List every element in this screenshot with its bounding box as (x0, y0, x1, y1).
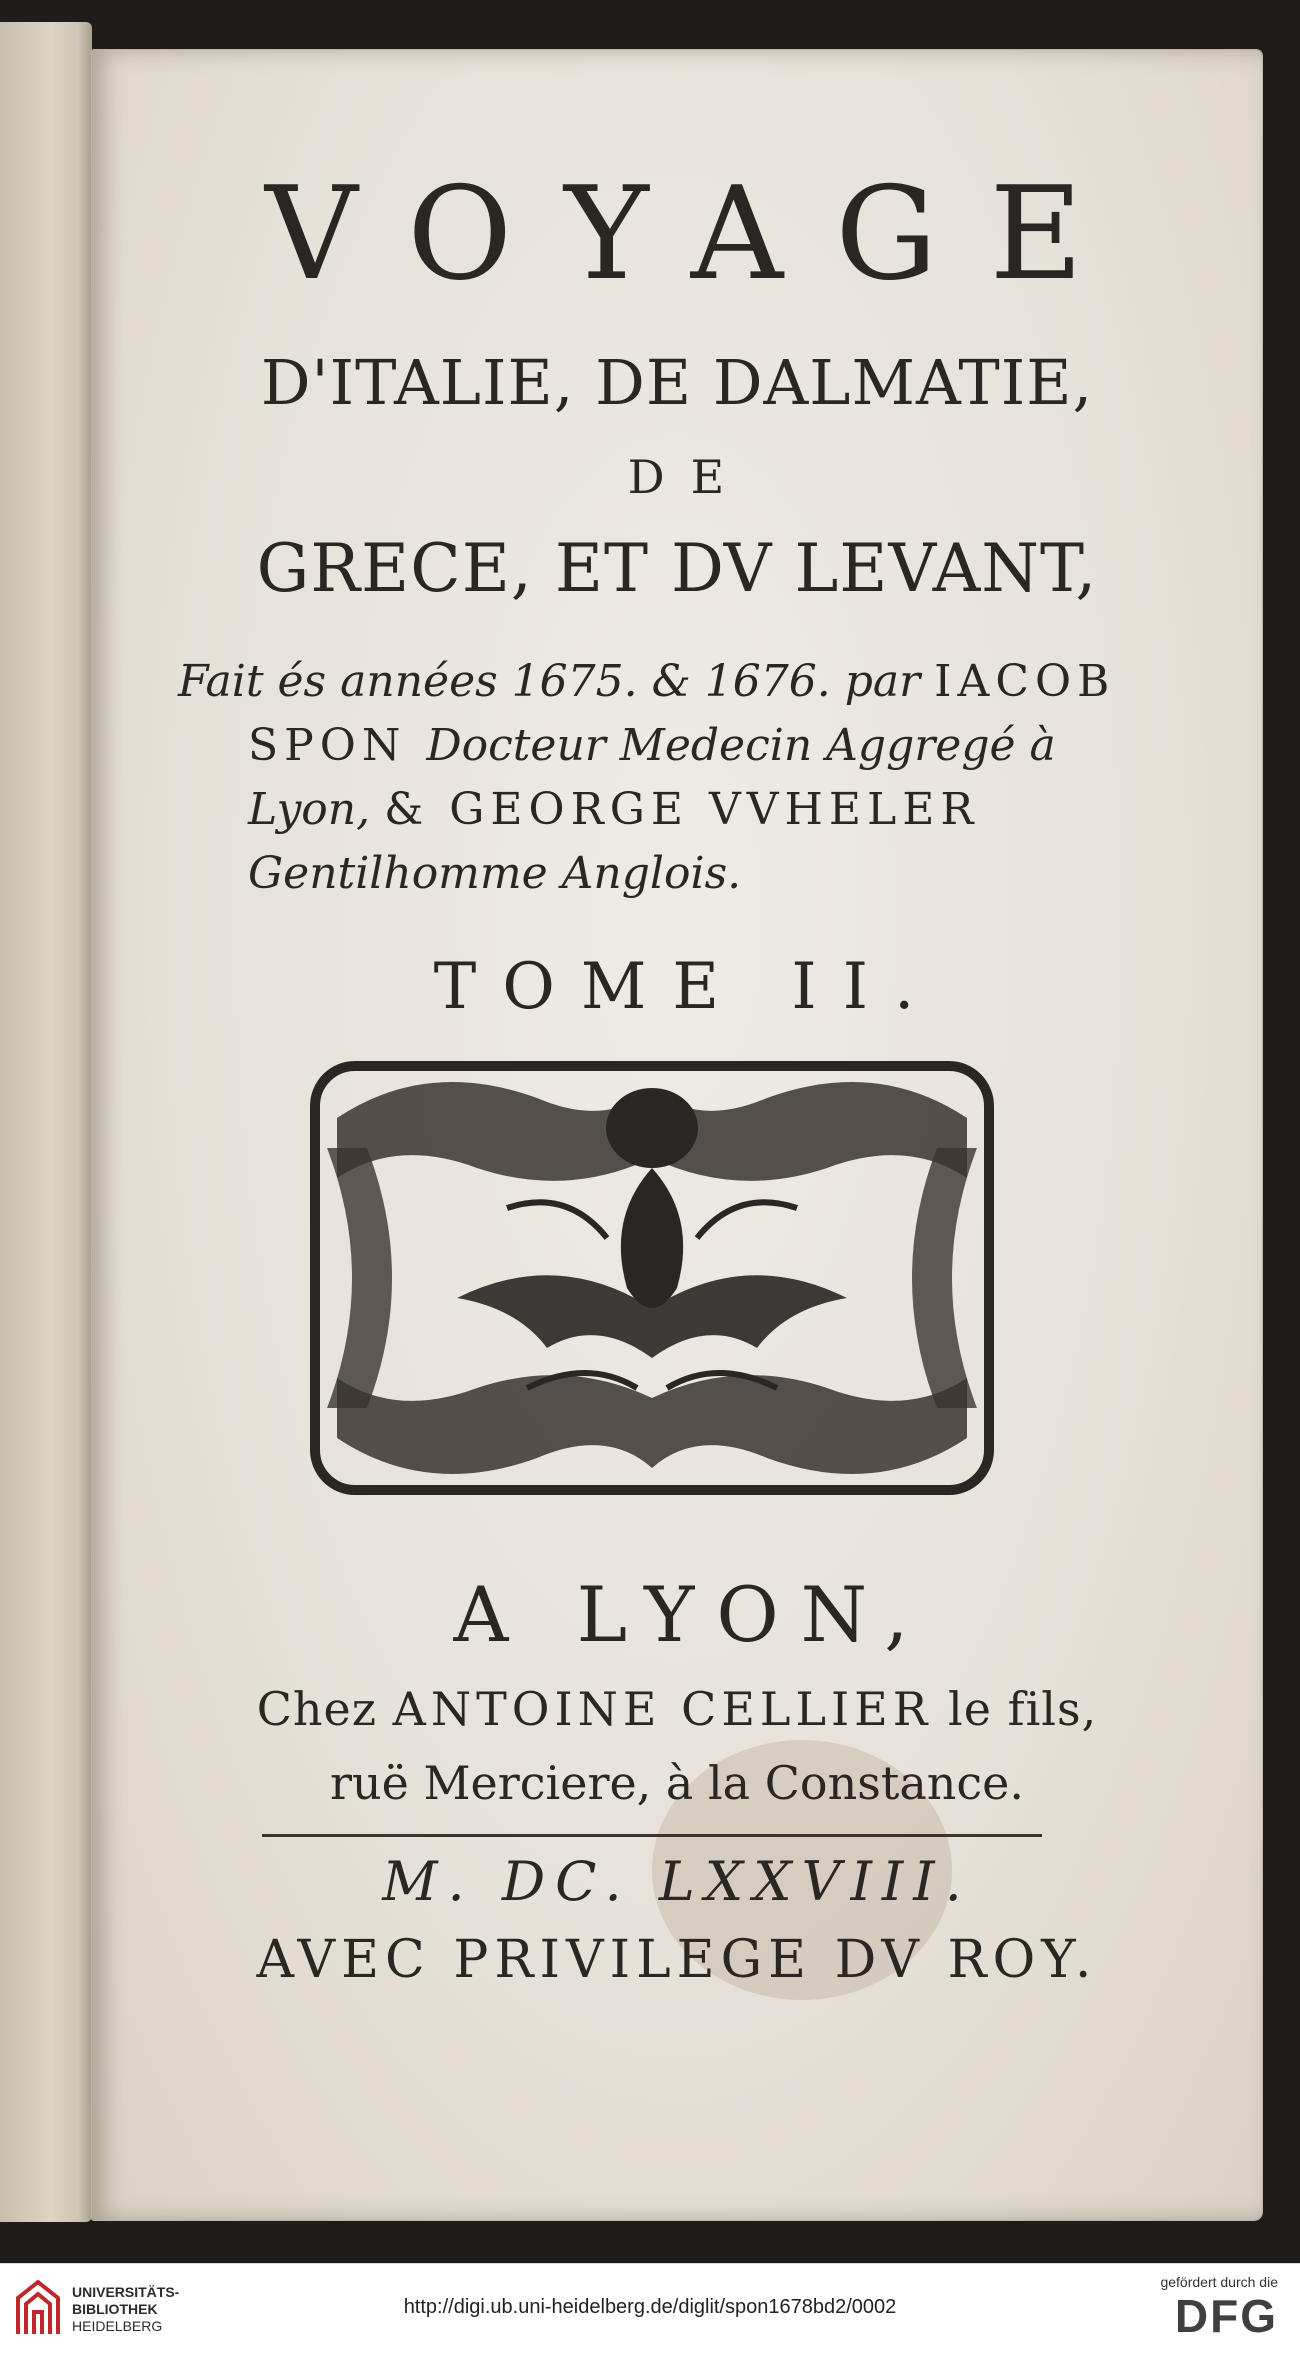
viewer-footer (0, 2263, 1300, 2358)
ornament-left-scroll (327, 1148, 392, 1408)
title-voyage: VOYAGE (265, 160, 1135, 309)
ornament-left-leaf (457, 1275, 652, 1358)
printer-suffix: le fils, (932, 1682, 1098, 1736)
author-wheler-title: Gentilhomme Anglois. (248, 848, 742, 899)
title-dalmatie: D'ITALIE, DE DALMATIE, (260, 346, 1094, 419)
author-statement (178, 650, 1258, 906)
ornament-right-leaf (652, 1275, 847, 1358)
author-spon-first-name: IACOB (934, 656, 1116, 707)
title-de: DE (627, 450, 751, 504)
author-line-1 (178, 650, 1258, 714)
printer-name: ANTOINE CELLIER (392, 1682, 933, 1736)
volume-number: TOME II. (433, 950, 941, 1024)
printer-prefix: Chez (256, 1682, 393, 1736)
author-spon-title: Docteur Medecin Aggregé à (426, 720, 1056, 771)
library-name-line-1: UNIVERSITÄTS- (72, 2284, 180, 2300)
title-page (92, 50, 1262, 2220)
woodcut-ornament (307, 1058, 997, 1498)
imprint-privilege: AVEC PRIVILEGE DV ROY. (256, 1930, 1098, 1990)
ornament-bottom-scroll (337, 1375, 967, 1474)
author-place: Lyon, (248, 784, 385, 835)
sponsor-label: gefördert durch die (1160, 2274, 1278, 2290)
library-name-line-3: HEIDELBERG (72, 2318, 163, 2334)
ornament-right-scroll (912, 1148, 977, 1408)
library-name-line-2: BIBLIOTHEK (72, 2301, 158, 2317)
imprint-date: M. DC. LXXVIII. (382, 1850, 972, 1913)
imprint-printer (92, 1682, 1262, 1736)
author-line-4 (178, 842, 1258, 906)
imprint-city: A LYON, (453, 1570, 931, 1659)
author-line-2 (178, 714, 1258, 778)
imprint-address: ruë Merciere, à la Constance. (330, 1756, 1024, 1810)
author-wheler-name: & GEORGE VVHELER (384, 784, 980, 835)
imprint-rule (262, 1834, 1042, 1837)
author-line-3 (178, 778, 1258, 842)
sponsor-block[interactable] (1160, 2274, 1278, 2342)
author-line-1-italic: Fait és années 1675. & 1676. par (178, 656, 935, 707)
ornament-mask (606, 1088, 698, 1168)
permalink-url[interactable]: http://digi.ub.uni-heidelberg.de/diglit/spon1678bd2/0002 (403, 2296, 897, 2318)
left-page-edge (0, 22, 92, 2222)
author-spon-surname: SPON (248, 720, 427, 771)
title-grece: GRECE, ET DV LEVANT, (256, 530, 1098, 607)
ornament-central-vase (621, 1168, 683, 1308)
dfg-logo: DFG (1174, 2290, 1278, 2342)
